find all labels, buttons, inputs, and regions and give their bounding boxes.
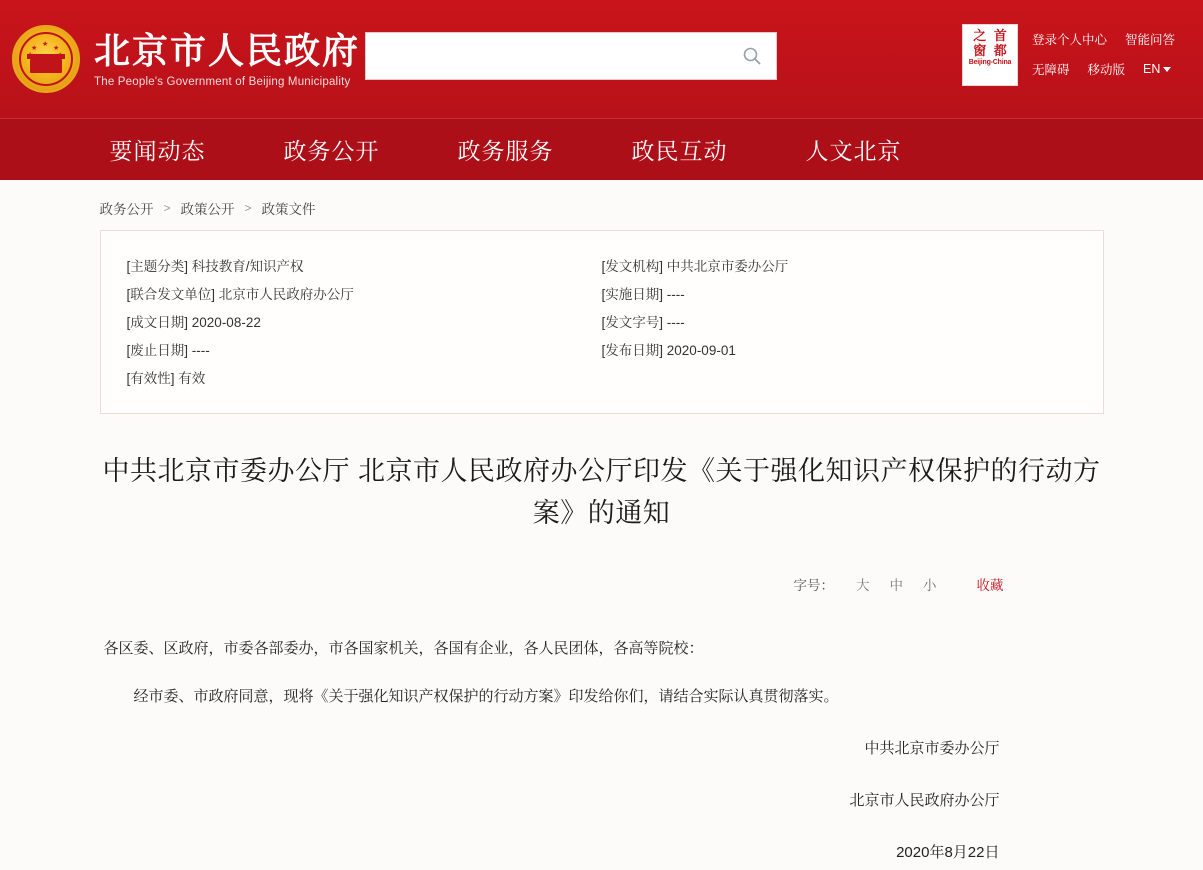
breadcrumb-item-3[interactable]: 政策文件 xyxy=(261,202,316,217)
metadata-key: [发文机构] xyxy=(601,259,664,274)
metadata-key: [废止日期] xyxy=(126,343,189,358)
site-title-cn: 北京市人民政府 xyxy=(94,30,361,71)
language-switch[interactable] xyxy=(1143,62,1171,76)
signature-line-1: 中共北京市委办公厅 xyxy=(864,740,1000,757)
metadata-key: [发文字号] xyxy=(601,315,664,330)
metadata-row xyxy=(602,253,1077,281)
metadata-column-right xyxy=(602,253,1077,393)
login-personal-center-link[interactable]: 登录个人中心 xyxy=(1032,33,1108,47)
signature-line-2: 北京市人民政府办公厅 xyxy=(849,792,1000,809)
nav-item-news[interactable]: 要闻动态 xyxy=(109,138,206,164)
favorite-button[interactable]: 收藏 xyxy=(976,578,1004,593)
breadcrumb-separator: > xyxy=(163,201,171,215)
document-salutation: 各区委、区政府，市委各部委办，市各国家机关，各国有企业，各人民团体，各高等院校： xyxy=(103,640,704,657)
chevron-down-icon xyxy=(1163,67,1171,72)
breadcrumb xyxy=(100,180,1104,230)
search-box[interactable] xyxy=(365,32,777,80)
page-title: 中共北京市委办公厅 北京市人民政府办公厅印发《关于强化知识产权保护的行动方案》的通知 xyxy=(102,456,1101,528)
metadata-row xyxy=(127,253,602,281)
site-header xyxy=(0,0,1203,118)
metadata-value: 科技教育/知识产权 xyxy=(191,259,304,274)
metadata-row xyxy=(127,365,602,393)
metadata-value: 2020-08-22 xyxy=(191,315,261,330)
nav-item-citizen-interaction[interactable]: 政民互动 xyxy=(631,138,728,164)
shoudu-char-4: 都 xyxy=(993,42,1007,58)
signature-date: 2020年8月22日 xyxy=(896,844,1000,861)
font-size-small-button[interactable]: 小 xyxy=(923,578,937,593)
metadata-value: 2020-09-01 xyxy=(666,343,736,358)
document-content xyxy=(100,632,1104,870)
metadata-key: [联合发文单位] xyxy=(126,287,216,302)
metadata-row xyxy=(127,281,602,309)
metadata-column-left xyxy=(127,253,602,393)
site-title-en: The People's Government of Beijing Municipality xyxy=(94,76,351,88)
metadata-value: 有效 xyxy=(178,371,206,386)
breadcrumb-item-1[interactable]: 政务公开 xyxy=(99,202,154,217)
metadata-row xyxy=(127,309,602,337)
font-size-label: 字号： xyxy=(793,578,834,593)
page-body xyxy=(0,180,1203,870)
shoudu-window-badge[interactable] xyxy=(962,24,1018,86)
breadcrumb-separator: > xyxy=(244,201,252,215)
metadata-value: ---- xyxy=(191,343,210,358)
national-emblem-icon: ★ ★ ★ xyxy=(12,25,80,93)
metadata-key: [发布日期] xyxy=(601,343,664,358)
language-switch-label: EN xyxy=(1143,62,1161,76)
breadcrumb-item-2[interactable]: 政策公开 xyxy=(180,202,235,217)
font-size-large-button[interactable]: 大 xyxy=(856,578,870,593)
metadata-value: ---- xyxy=(666,315,685,330)
metadata-row xyxy=(602,281,1077,309)
nav-item-government-disclosure[interactable]: 政务公开 xyxy=(283,138,380,164)
document-signature xyxy=(104,732,1100,870)
shoudu-char-3: 窗 xyxy=(973,42,987,58)
shoudu-char-2: 首 xyxy=(993,28,1007,43)
search-icon[interactable] xyxy=(734,38,770,74)
header-top-links xyxy=(1032,24,1202,84)
font-size-tools xyxy=(100,574,1104,594)
nav-item-government-services[interactable]: 政务服务 xyxy=(457,138,554,164)
font-size-medium-button[interactable]: 中 xyxy=(889,578,903,593)
accessibility-link[interactable]: 无障碍 xyxy=(1032,63,1070,77)
metadata-key: [主题分类] xyxy=(126,259,189,274)
document-metadata-card xyxy=(100,230,1104,414)
shoudu-char-1: 之 xyxy=(973,28,987,43)
mobile-version-link[interactable]: 移动版 xyxy=(1087,63,1126,77)
metadata-key: [实施日期] xyxy=(601,287,664,302)
nav-item-culture-beijing[interactable]: 人文北京 xyxy=(805,138,902,164)
metadata-row xyxy=(602,309,1077,337)
document-paragraph: 经市委、市政府同意，现将《关于强化知识产权保护的行动方案》印发给你们，请结合实际认真贯彻落实。 xyxy=(133,688,839,705)
search-input[interactable] xyxy=(366,33,776,79)
metadata-value: 中共北京市委办公厅 xyxy=(666,259,789,274)
shoudu-badge-en: Beijing-China xyxy=(968,59,1012,67)
smart-qa-link[interactable]: 智能问答 xyxy=(1125,33,1176,47)
metadata-value: ---- xyxy=(666,287,685,302)
metadata-row xyxy=(602,337,1077,365)
metadata-value: 北京市人民政府办公厅 xyxy=(218,287,354,302)
metadata-key: [成文日期] xyxy=(126,315,189,330)
metadata-row xyxy=(127,337,602,365)
site-logo[interactable] xyxy=(6,25,361,93)
main-nav xyxy=(0,118,1203,180)
metadata-key: [有效性] xyxy=(126,371,175,386)
